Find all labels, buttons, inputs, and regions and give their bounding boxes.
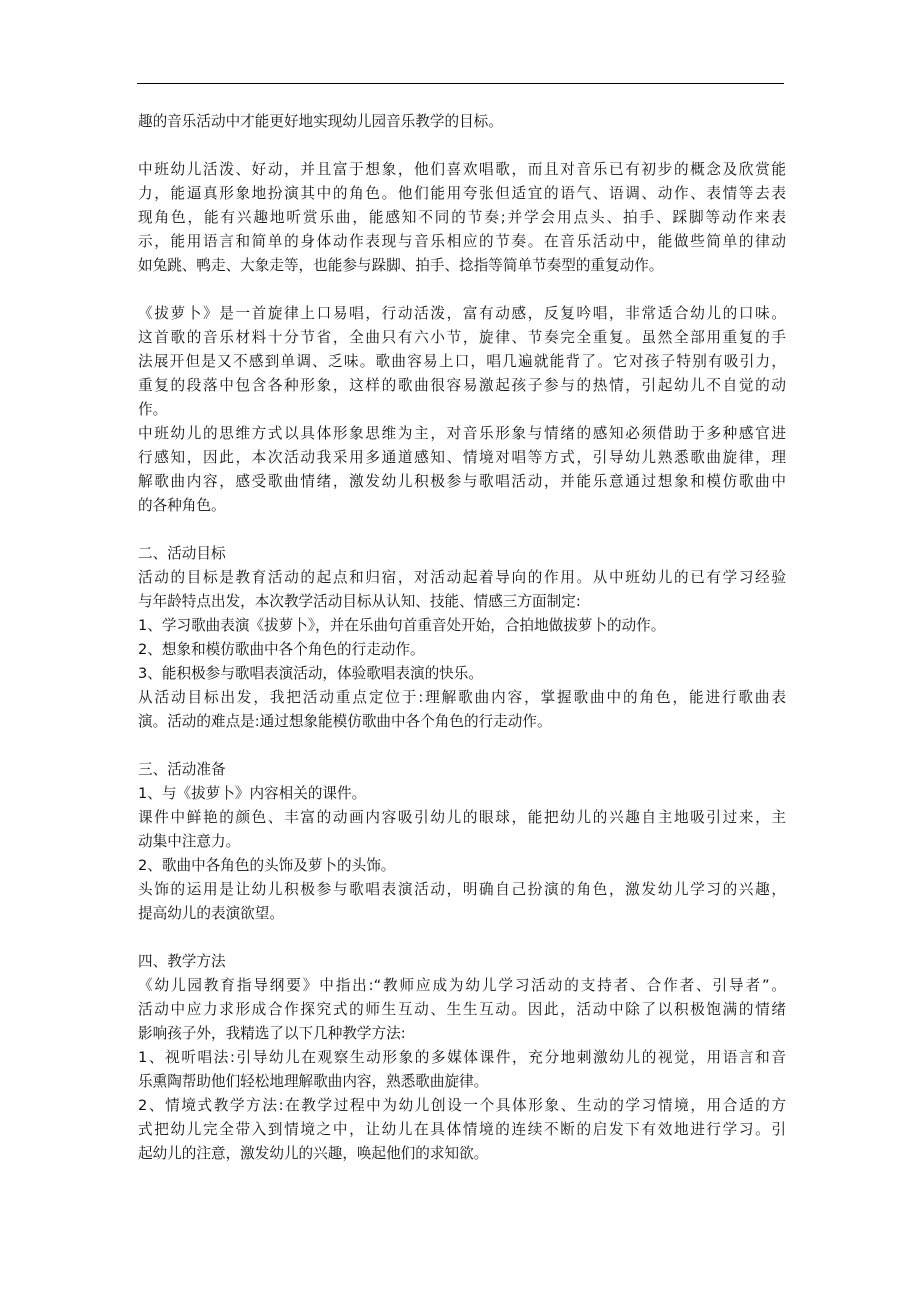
text-line: 乐熏陶帮助他们轻松地理解歌曲内容，熟悉歌曲旋律。 xyxy=(138,1073,489,1090)
paragraph-spacer xyxy=(138,734,786,758)
text-line: 《幼儿园教育指导纲要》中指出:“教师应成为幼儿学习活动的支持者、合作者、引导者”。 xyxy=(138,977,786,994)
text-line: 解歌曲内容，感受歌曲情绪，激发幼儿积极参与歌唱活动，并能乐意通过想象和模仿歌曲中 xyxy=(138,473,786,490)
goals-paragraph xyxy=(138,566,786,734)
text-line: 现角色，能有兴趣地听赏乐曲，能感知不同的节奏;并学会用点头、拍手、踩脚等动作来表 xyxy=(138,209,786,226)
section-heading-goals xyxy=(138,542,786,566)
text-line: 趣的音乐活动中才能更好地实现幼儿园音乐教学的目标。 xyxy=(138,113,503,130)
text-line: 1、视听唱法:引导幼儿在观察生动形象的多媒体课件，充分地刺激幼儿的视觉，用语言和音 xyxy=(138,1049,786,1066)
text-line: 这首歌的音乐材料十分节省，全曲只有六小节，旋律、节奏完全重复。虽然全部用重复的手 xyxy=(138,329,786,346)
intro-continuation-paragraph xyxy=(138,110,786,134)
text-line: 活动的目标是教育活动的起点和归宿，对活动起着导向的作用。从中班幼儿的已有学习经验 xyxy=(138,569,786,586)
text-line: 课件中鲜艳的颜色、丰富的动画内容吸引幼儿的眼球，能把幼儿的兴趣自主地吸引过来，主 xyxy=(138,809,786,826)
section-heading: 二、活动目标 xyxy=(138,545,226,562)
text-line: 动集中注意力。 xyxy=(138,833,241,850)
header-rule xyxy=(137,83,784,84)
text-line: 示，能用语言和简单的身体动作表现与音乐相应的节奏。在音乐活动中，能做些简单的律动 xyxy=(138,233,786,250)
text-line: 从活动目标出发，我把活动重点定位于:理解歌曲内容，掌握歌曲中的角色，能进行歌曲表 xyxy=(138,689,786,706)
children-characteristics-paragraph xyxy=(138,158,786,278)
text-line: 1、学习歌曲表演《拔萝卜》，并在乐曲句首重音处开始，合拍地做拔萝卜的动作。 xyxy=(138,617,666,634)
text-line: 1、与《拔萝卜》内容相关的课件。 xyxy=(138,785,367,802)
text-line: 影响孩子外，我精选了以下几种教学方法: xyxy=(138,1025,406,1042)
text-line: 3、能积极参与歌唱表演活动，体验歌唱表演的快乐。 xyxy=(138,665,483,682)
document-body xyxy=(138,110,786,1166)
text-line: 头饰的运用是让幼儿积极参与歌唱表演活动，明确自己扮演的角色，激发幼儿学习的兴趣， xyxy=(138,881,786,898)
text-line: 力，能逼真形象地扮演其中的角色。他们能用夸张但适宜的语气、语调、动作、表情等去表 xyxy=(138,185,786,202)
text-line: 起幼儿的注意，激发幼儿的兴趣，唤起他们的求知欲。 xyxy=(138,1145,489,1162)
text-line: 法展开但是又不感到单调、乏味。歌曲容易上口，唱几遍就能背了。它对孩子特别有吸引力， xyxy=(138,353,786,370)
text-line: 《拔萝卜》是一首旋律上口易唱，行动活泼，富有动感，反复吟唱，非常适合幼儿的口味。 xyxy=(138,305,786,322)
text-line: 行感知，因此，本次活动我采用多通道感知、情境对唱等方式，引导幼儿熟悉歌曲旋律，理 xyxy=(138,449,786,466)
text-line: 式把幼儿完全带入到情境之中，让幼儿在具体情境的连续不断的启发下有效地进行学习。引 xyxy=(138,1121,786,1138)
methods-paragraph xyxy=(138,974,786,1166)
text-line: 与年龄特点出发，本次教学活动目标从认知、技能、情感三方面制定: xyxy=(138,593,581,610)
text-line: 作。 xyxy=(138,401,168,418)
song-analysis-paragraph xyxy=(138,302,786,422)
section-heading: 四、教学方法 xyxy=(138,953,226,970)
section-heading-preparation xyxy=(138,758,786,782)
paragraph-spacer xyxy=(138,518,786,542)
text-line: 2、想象和模仿歌曲中各个角色的行走动作。 xyxy=(138,641,425,658)
text-line: 活动中应力求形成合作探究式的师生互动、生生互动。因此，活动中除了以积极饱满的情绪 xyxy=(138,1001,786,1018)
text-line: 2、歌曲中各角色的头饰及萝卜的头饰。 xyxy=(138,857,396,874)
text-line: 如兔跳、鸭走、大象走等，也能参与跺脚、拍手、捻指等简单节奏型的重复动作。 xyxy=(138,257,664,274)
paragraph-spacer xyxy=(138,134,786,158)
preparation-paragraph xyxy=(138,782,786,926)
text-line: 的各种角色。 xyxy=(138,497,226,514)
text-line: 提高幼儿的表演欲望。 xyxy=(138,905,284,922)
section-heading-methods xyxy=(138,950,786,974)
text-line: 演。活动的难点是:通过想象能模仿歌曲中各个角色的行走动作。 xyxy=(138,713,552,730)
section-heading: 三、活动准备 xyxy=(138,761,226,778)
paragraph-spacer xyxy=(138,278,786,302)
text-line: 中班幼儿活泼、好动，并且富于想象，他们喜欢唱歌，而且对音乐已有初步的概念及欣赏能 xyxy=(138,161,786,178)
paragraph-spacer xyxy=(138,926,786,950)
text-line: 中班幼儿的思维方式以具体形象思维为主，对音乐形象与情绪的感知必须借助于多种感官进 xyxy=(138,425,786,442)
thinking-style-paragraph xyxy=(138,422,786,518)
text-line: 重复的段落中包含各种形象，这样的歌曲很容易激起孩子参与的热情，引起幼儿不自觉的动 xyxy=(138,377,786,394)
text-line: 2、情境式教学方法:在教学过程中为幼儿创设一个具体形象、生动的学习情境，用合适的方 xyxy=(138,1097,786,1114)
